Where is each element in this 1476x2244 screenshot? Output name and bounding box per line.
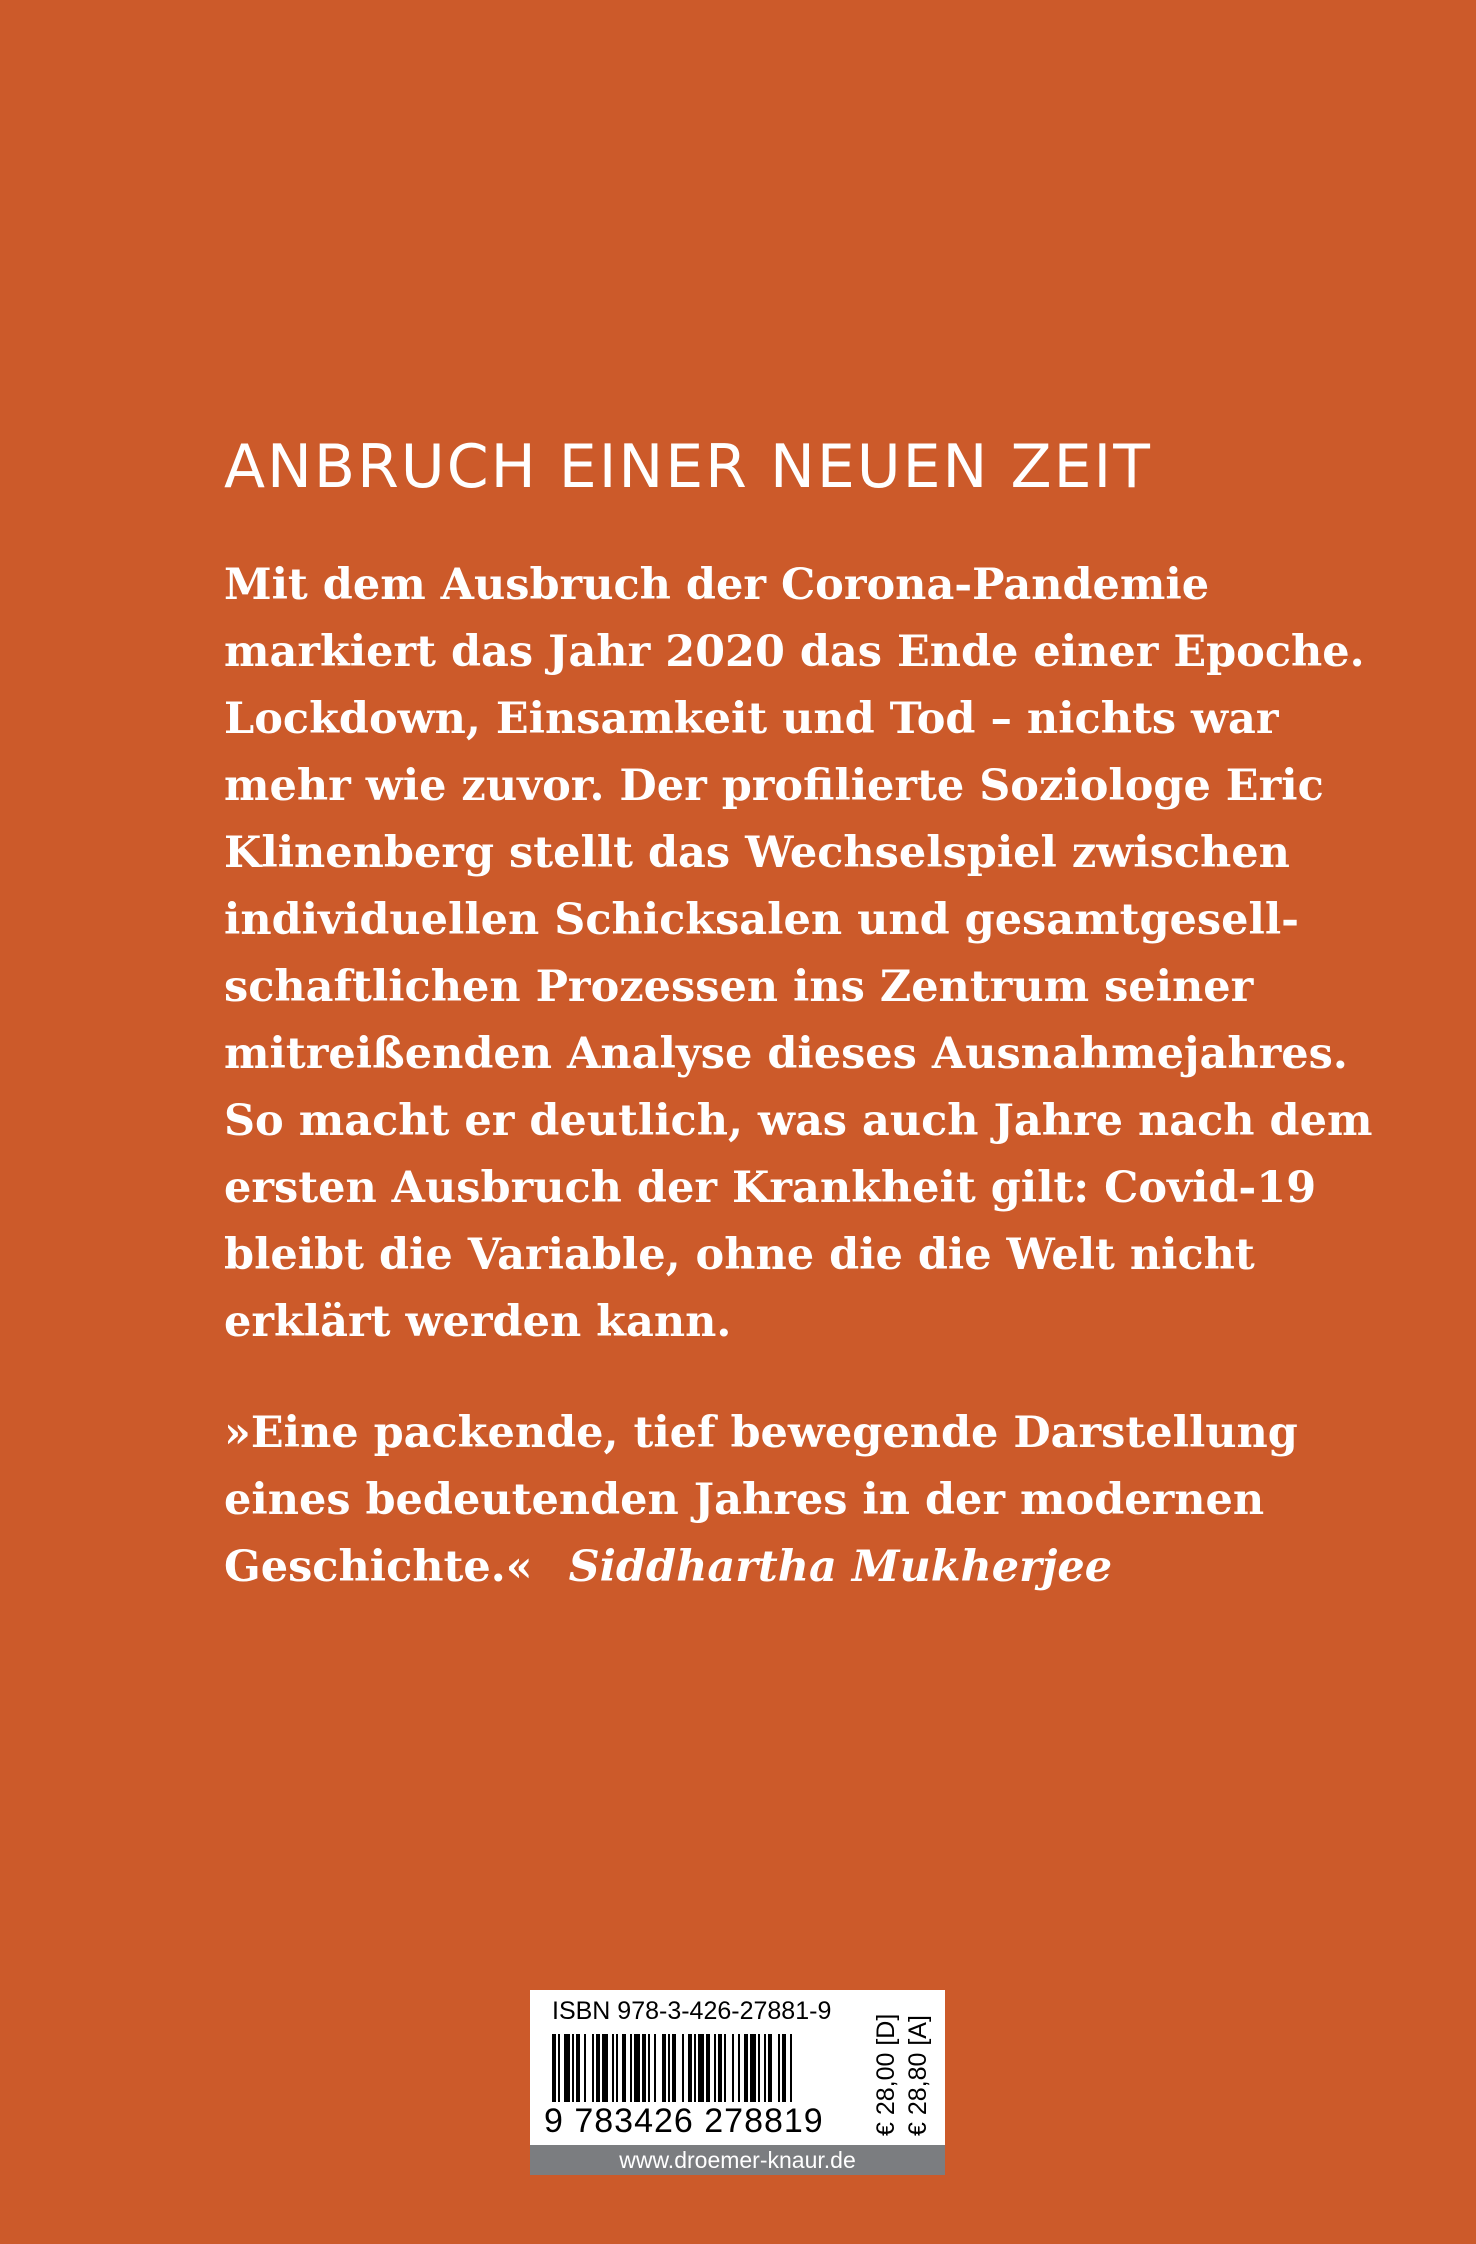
blurb-line: Mit dem Ausbruch der Corona-Pandemie [224,560,1210,610]
quote-closing-text: Geschichte.« [224,1542,533,1592]
quote-line: eines bedeutenden Jahres in der modernen [224,1475,1265,1525]
cover-blurb [224,552,1373,1356]
blurb-line: Lockdown, Einsamkeit und Tod – nichts war [224,694,1279,744]
cover-heading: ANBRUCH EINER NEUEN ZEIT [224,432,1152,502]
quote-line-last [224,1534,1304,1601]
blurb-line: individuellen Schicksalen und gesamtgesell- [224,895,1299,945]
blurb-line: markiert das Jahr 2020 das Ende einer Epoche. [224,627,1365,677]
blurb-line: mitreißenden Analyse dieses Ausnahmejahres. [224,1029,1348,1079]
blurb-line: erklärt werden kann. [224,1297,732,1347]
price-block [870,1996,940,2136]
blurb-line: Klinenberg stellt das Wechselspiel zwischen [224,828,1290,878]
quote-author: Siddhartha Mukherjee [568,1542,1113,1592]
ean-digits: 9 783426 278819 [544,2102,824,2140]
blurb-line: schaftlichen Prozessen ins Zentrum seiner [224,962,1254,1012]
isbn-barcode-box [530,1990,945,2175]
quote-line: »Eine packende, tief bewegende Darstellung [224,1408,1298,1458]
review-quote [224,1400,1304,1601]
isbn-label: ISBN 978-3-426-27881-9 [552,1997,832,2025]
price-germany: € 28,00 [D] [872,2013,900,2136]
blurb-line: ersten Ausbruch der Krankheit gilt: Covid-19 [224,1163,1317,1213]
blurb-line: So macht er deutlich, was auch Jahre nach dem [224,1096,1373,1146]
publisher-url: www.droemer-knaur.de [530,2145,945,2175]
price-austria: € 28,80 [A] [904,2015,932,2136]
blurb-line: bleibt die Variable, ohne die die Welt nicht [224,1230,1255,1280]
blurb-line: mehr wie zuvor. Der profilierte Soziologe Eric [224,761,1324,811]
